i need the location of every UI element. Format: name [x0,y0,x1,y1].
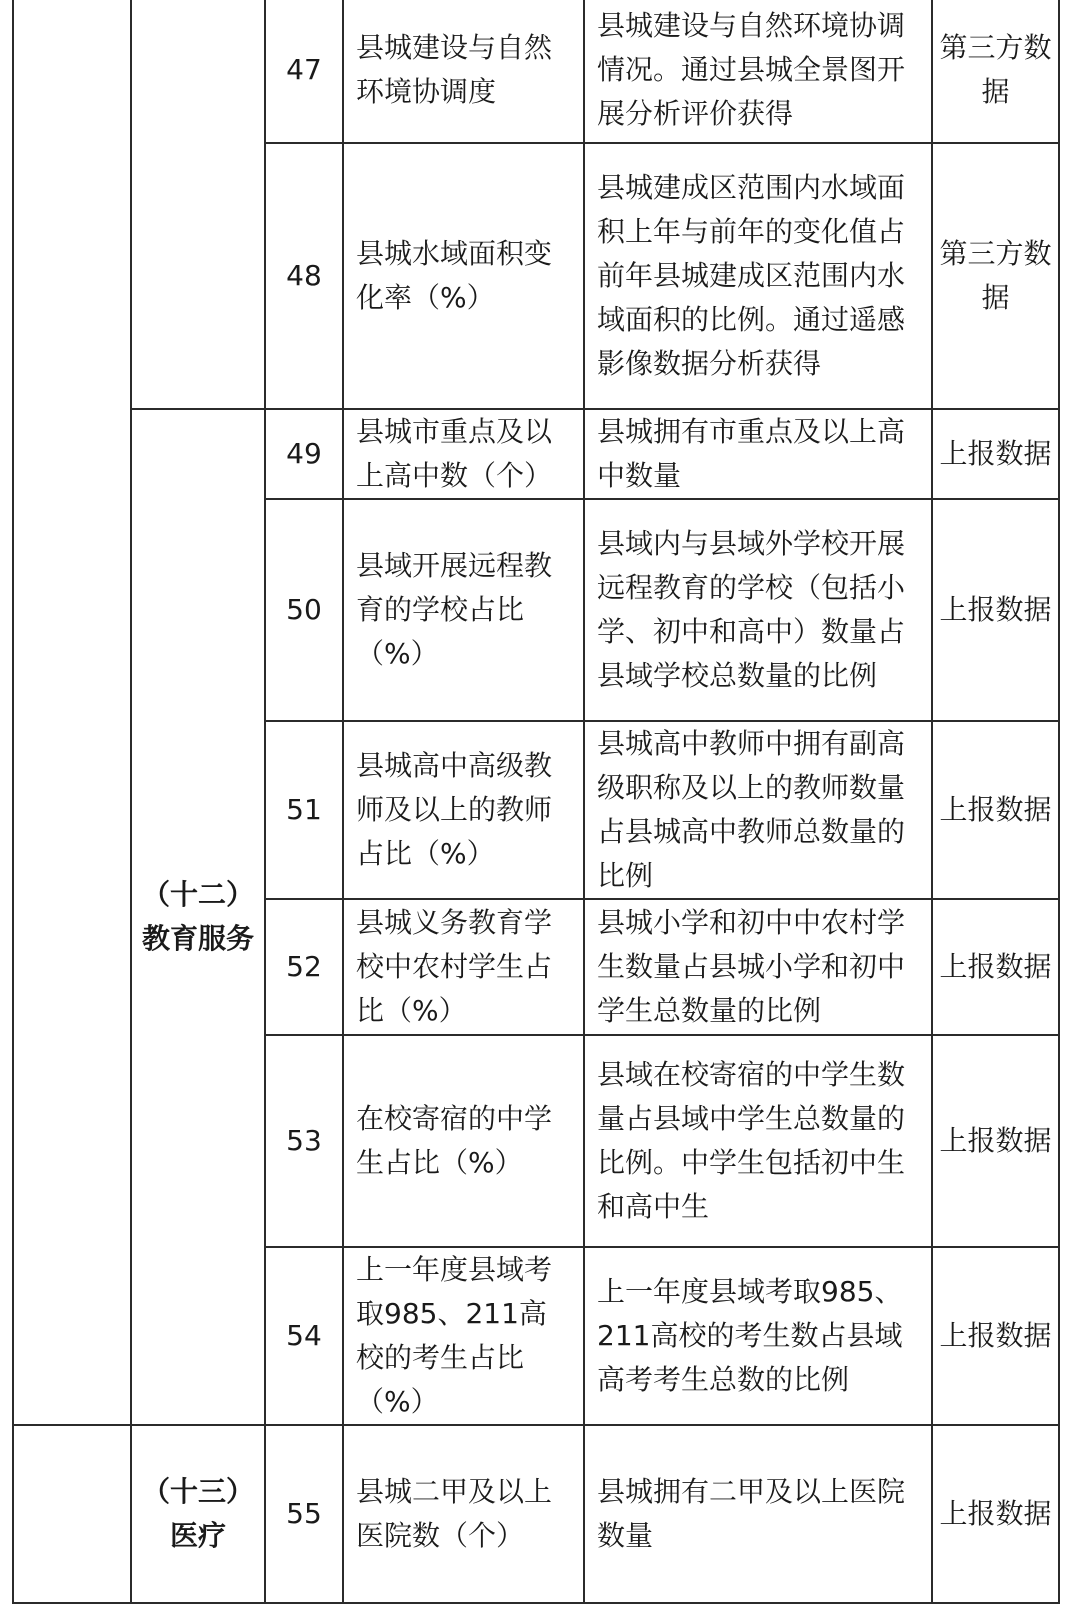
data-source: 上报数据 [932,409,1059,499]
table-row [13,0,1059,143]
category-education: （十二）教育服务 [131,409,265,1425]
row-index: 49 [265,409,343,499]
indicator-table [12,0,1060,1604]
indicator-description: 县城拥有市重点及以上高中数量 [584,409,932,499]
indicator-name: 县城市重点及以上高中数（个） [343,409,584,499]
row-index: 52 [265,899,343,1035]
indicator-name: 县城水域面积变化率（%） [343,143,584,409]
row-index: 48 [265,143,343,409]
indicator-description: 县城高中教师中拥有副高级职称及以上的教师数量占县城高中教师总数量的比例 [584,721,932,899]
indicator-description: 上一年度县域考取985、211高校的考生数占县域高考考生总数的比例 [584,1247,932,1425]
indicator-description: 县城建成区范围内水域面积上年与前年的变化值占前年县城建成区范围内水域面积的比例。通过遥感影像数据分析获得 [584,143,932,409]
indicator-name: 在校寄宿的中学生占比（%） [343,1035,584,1247]
data-source: 上报数据 [932,499,1059,721]
row-index: 50 [265,499,343,721]
category-cell-previous [131,0,265,409]
indicator-description: 县城小学和初中中农村学生数量占县城小学和初中学生总数量的比例 [584,899,932,1035]
row-index: 55 [265,1425,343,1603]
indicator-name: 县城义务教育学校中农村学生占比（%） [343,899,584,1035]
indicator-description: 县域在校寄宿的中学生数量占县域中学生总数量的比例。中学生包括初中生和高中生 [584,1035,932,1247]
indicator-name: 县城建设与自然环境协调度 [343,0,584,143]
indicator-description: 县域内与县域外学校开展远程教育的学校（包括小学、初中和高中）数量占县域学校总数量的比例 [584,499,932,721]
indicator-name: 上一年度县域考取985、211高校的考生占比（%） [343,1247,584,1425]
row-index: 54 [265,1247,343,1425]
level1-category-cell [13,0,131,1425]
data-source: 上报数据 [932,1035,1059,1247]
row-index: 47 [265,0,343,143]
data-source: 第三方数据 [932,0,1059,143]
table-row [13,1425,1059,1603]
data-source: 上报数据 [932,721,1059,899]
row-index: 51 [265,721,343,899]
indicator-description: 县城建设与自然环境协调情况。通过县城全景图开展分析评价获得 [584,0,932,143]
level1-category-cell [13,1425,131,1603]
row-index: 53 [265,1035,343,1247]
data-source: 上报数据 [932,899,1059,1035]
category-medical: （十三）医疗 [131,1425,265,1603]
indicator-description: 县城拥有二甲及以上医院数量 [584,1425,932,1603]
indicator-name: 县城高中高级教师及以上的教师占比（%） [343,721,584,899]
data-source: 上报数据 [932,1247,1059,1425]
indicator-name: 县域开展远程教育的学校占比（%） [343,499,584,721]
indicator-name: 县城二甲及以上医院数（个） [343,1425,584,1603]
table-row [13,409,1059,499]
data-source: 上报数据 [932,1425,1059,1603]
data-source: 第三方数据 [932,143,1059,409]
